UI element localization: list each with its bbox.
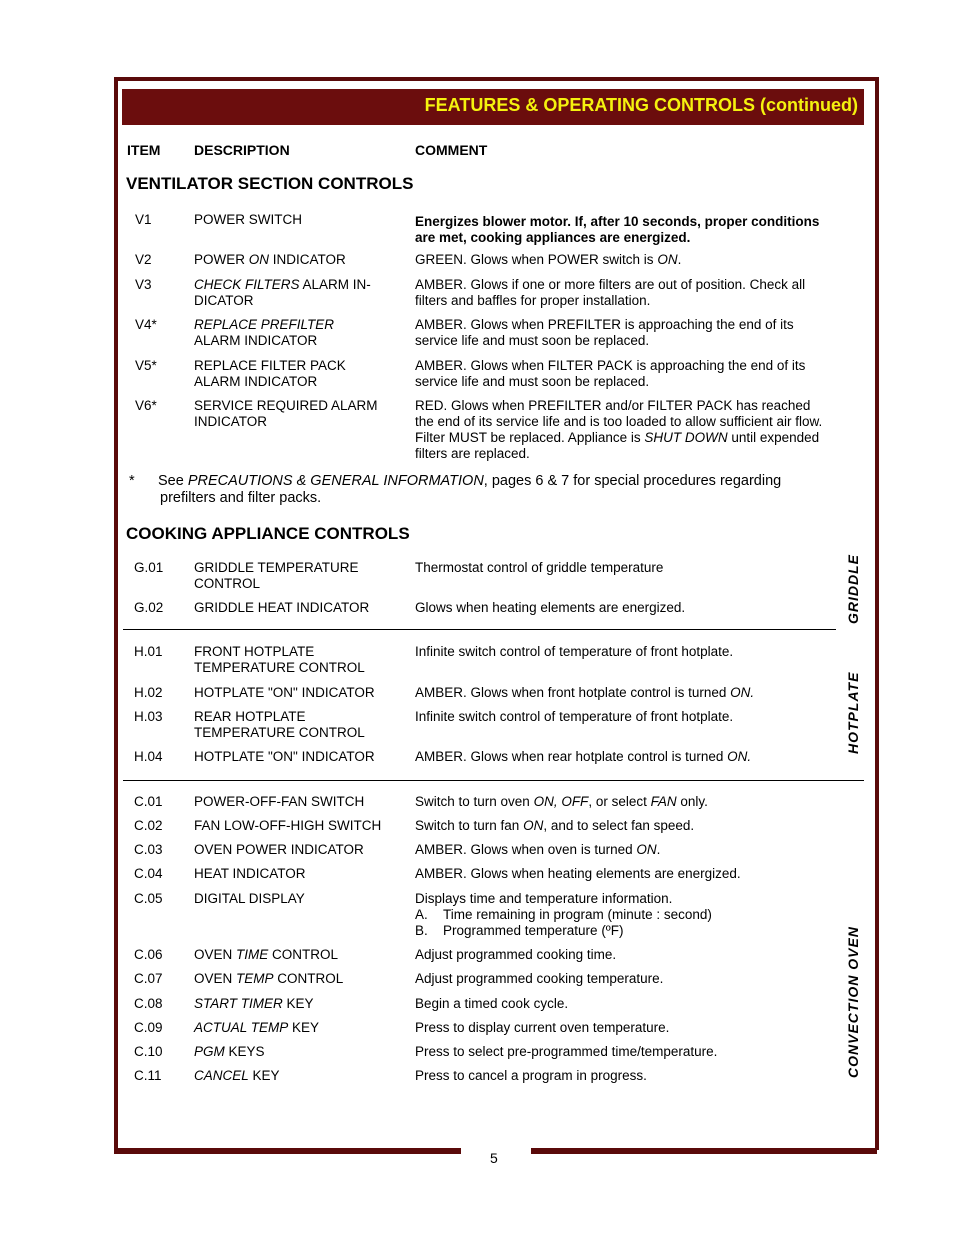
item-description: GRIDDLE HEAT INDICATOR: [194, 600, 370, 615]
item-code: V4*: [135, 317, 157, 332]
item-description: OVEN TEMP CONTROL: [194, 971, 344, 986]
col-header-comment: COMMENT: [415, 142, 488, 158]
item-comment: AMBER. Glows when oven is turned ON.: [415, 842, 661, 857]
item-comment: Press to select pre-programmed time/temperature.: [415, 1044, 718, 1059]
item-comment: RED. Glows when PREFILTER and/or FILTER PACK has reached the end of its service life and is too loaded to allow sufficient air flow. Filter MUST be replaced. Appliance is SHUT DOWN until expended filters are replaced.: [415, 398, 823, 461]
item-comment: Adjust programmed cooking time.: [415, 947, 617, 962]
item-description: OVEN TIME CONTROL: [194, 947, 339, 962]
item-code: C.05: [134, 891, 163, 906]
item-description: POWER ON INDICATOR: [194, 252, 346, 267]
convection-oven-side-label: CONVECTION OVEN: [845, 926, 861, 1078]
item-description: CANCEL KEY: [194, 1068, 280, 1083]
item-description: HOTPLATE "ON" INDICATOR: [194, 749, 375, 764]
item-code: C.07: [134, 971, 163, 986]
ventilator-heading: VENTILATOR SECTION CONTROLS: [126, 174, 414, 193]
page-number: 5: [490, 1150, 498, 1166]
item-description: REPLACE PREFILTER ALARM INDICATOR: [194, 317, 335, 348]
item-comment: Displays time and temperature information. A. Time remaining in program (minute : second) B. Programmed temperature (ºF): [415, 891, 853, 939]
item-description: DIGITAL DISPLAY: [194, 891, 305, 906]
item-description: POWER SWITCH: [194, 212, 302, 227]
item-description: GRIDDLE TEMPERATURE CONTROL: [194, 560, 359, 591]
divider: [123, 629, 836, 630]
item-comment: AMBER. Glows when heating elements are energized.: [415, 866, 741, 881]
item-code: C.11: [134, 1068, 162, 1083]
griddle-side-label: GRIDDLE: [845, 554, 861, 624]
item-code: C.01: [134, 794, 163, 809]
item-description: PGM KEYS: [194, 1044, 265, 1059]
col-header-item: ITEM: [127, 142, 161, 158]
item-comment: Switch to turn oven ON, OFF, or select FAN only.: [415, 794, 708, 809]
item-description: SERVICE REQUIRED ALARM INDICATOR: [194, 398, 378, 429]
item-comment: AMBER. Glows when front hotplate control is turned ON.: [415, 685, 755, 700]
item-comment: Infinite switch control of temperature of front hotplate.: [415, 709, 734, 724]
item-description: ACTUAL TEMP KEY: [194, 1020, 320, 1035]
item-comment: Infinite switch control of temperature of front hotplate.: [415, 644, 734, 659]
title-banner: [122, 89, 864, 125]
item-code: C.08: [134, 996, 163, 1011]
item-description: CHECK FILTERS ALARM IN- DICATOR: [194, 277, 371, 308]
item-comment: Press to cancel a program in progress.: [415, 1068, 647, 1083]
footnote-marker: *: [129, 473, 135, 489]
item-comment: Thermostat control of griddle temperature: [415, 560, 664, 575]
item-description: REAR HOTPLATE TEMPERATURE CONTROL: [194, 709, 365, 740]
cooking-heading: COOKING APPLIANCE CONTROLS: [126, 524, 410, 543]
item-code: H.02: [134, 685, 163, 700]
item-code: H.03: [134, 709, 163, 724]
frame-bottom-right-rule: [531, 1148, 877, 1154]
footnote-text: See PRECAUTIONS & GENERAL INFORMATION, pages 6 & 7 for special procedures regarding prefilters and filter packs.: [158, 473, 782, 506]
item-comment: Begin a timed cook cycle.: [415, 996, 569, 1011]
item-code: V2: [135, 252, 152, 267]
item-code: H.04: [134, 749, 163, 764]
list-item: A. Time remaining in program (minute : second): [415, 907, 712, 922]
item-description: REPLACE FILTER PACK ALARM INDICATOR: [194, 358, 346, 389]
item-comment: AMBER. Glows when rear hotplate control is turned ON.: [415, 749, 752, 764]
item-code: C.10: [134, 1044, 163, 1059]
list-item: B. Programmed temperature (ºF): [415, 923, 624, 938]
page-title: FEATURES & OPERATING CONTROLS (continued): [424, 95, 858, 115]
item-code: C.03: [134, 842, 163, 857]
item-code: C.06: [134, 947, 163, 962]
item-code: V3: [135, 277, 152, 292]
item-description: HEAT INDICATOR: [194, 866, 306, 881]
item-comment: Adjust programmed cooking temperature.: [415, 971, 664, 986]
col-header-description: DESCRIPTION: [194, 142, 290, 158]
item-code: C.04: [134, 866, 163, 881]
item-code: G.01: [134, 560, 164, 575]
item-comment: AMBER. Glows when PREFILTER is approaching the end of its service life and must soon be replaced.: [415, 317, 794, 348]
item-description: HOTPLATE "ON" INDICATOR: [194, 685, 375, 700]
item-code: C.02: [134, 818, 163, 833]
item-code: V1: [135, 212, 152, 227]
item-description: POWER-OFF-FAN SWITCH: [194, 794, 365, 809]
hotplate-side-label: HOTPLATE: [845, 671, 861, 754]
item-code: G.02: [134, 600, 164, 615]
item-comment: Press to display current oven temperature.: [415, 1020, 670, 1035]
item-code: C.09: [134, 1020, 163, 1035]
item-comment: Energizes blower motor. If, after 10 seconds, proper conditions are met, cooking appliances are energized.: [415, 214, 820, 245]
item-comment: Switch to turn fan ON, and to select fan speed.: [415, 818, 695, 833]
item-code: H.01: [134, 644, 163, 659]
item-code: V6*: [135, 398, 157, 413]
item-description: START TIMER KEY: [194, 996, 314, 1011]
item-description: FAN LOW-OFF-HIGH SWITCH: [194, 818, 382, 833]
item-comment: Glows when heating elements are energized.: [415, 600, 686, 615]
frame-bottom-left-rule: [114, 1148, 461, 1154]
divider: [123, 780, 864, 781]
item-comment: AMBER. Glows if one or more filters are out of position. Check all filters and baffles for proper installation.: [415, 277, 806, 308]
item-description: FRONT HOTPLATE TEMPERATURE CONTROL: [194, 644, 365, 675]
item-comment: GREEN. Glows when POWER switch is ON.: [415, 252, 682, 267]
item-description: OVEN POWER INDICATOR: [194, 842, 364, 857]
item-code: V5*: [135, 358, 157, 373]
item-comment: AMBER. Glows when FILTER PACK is approaching the end of its service life and must soon be replaced.: [415, 358, 806, 389]
